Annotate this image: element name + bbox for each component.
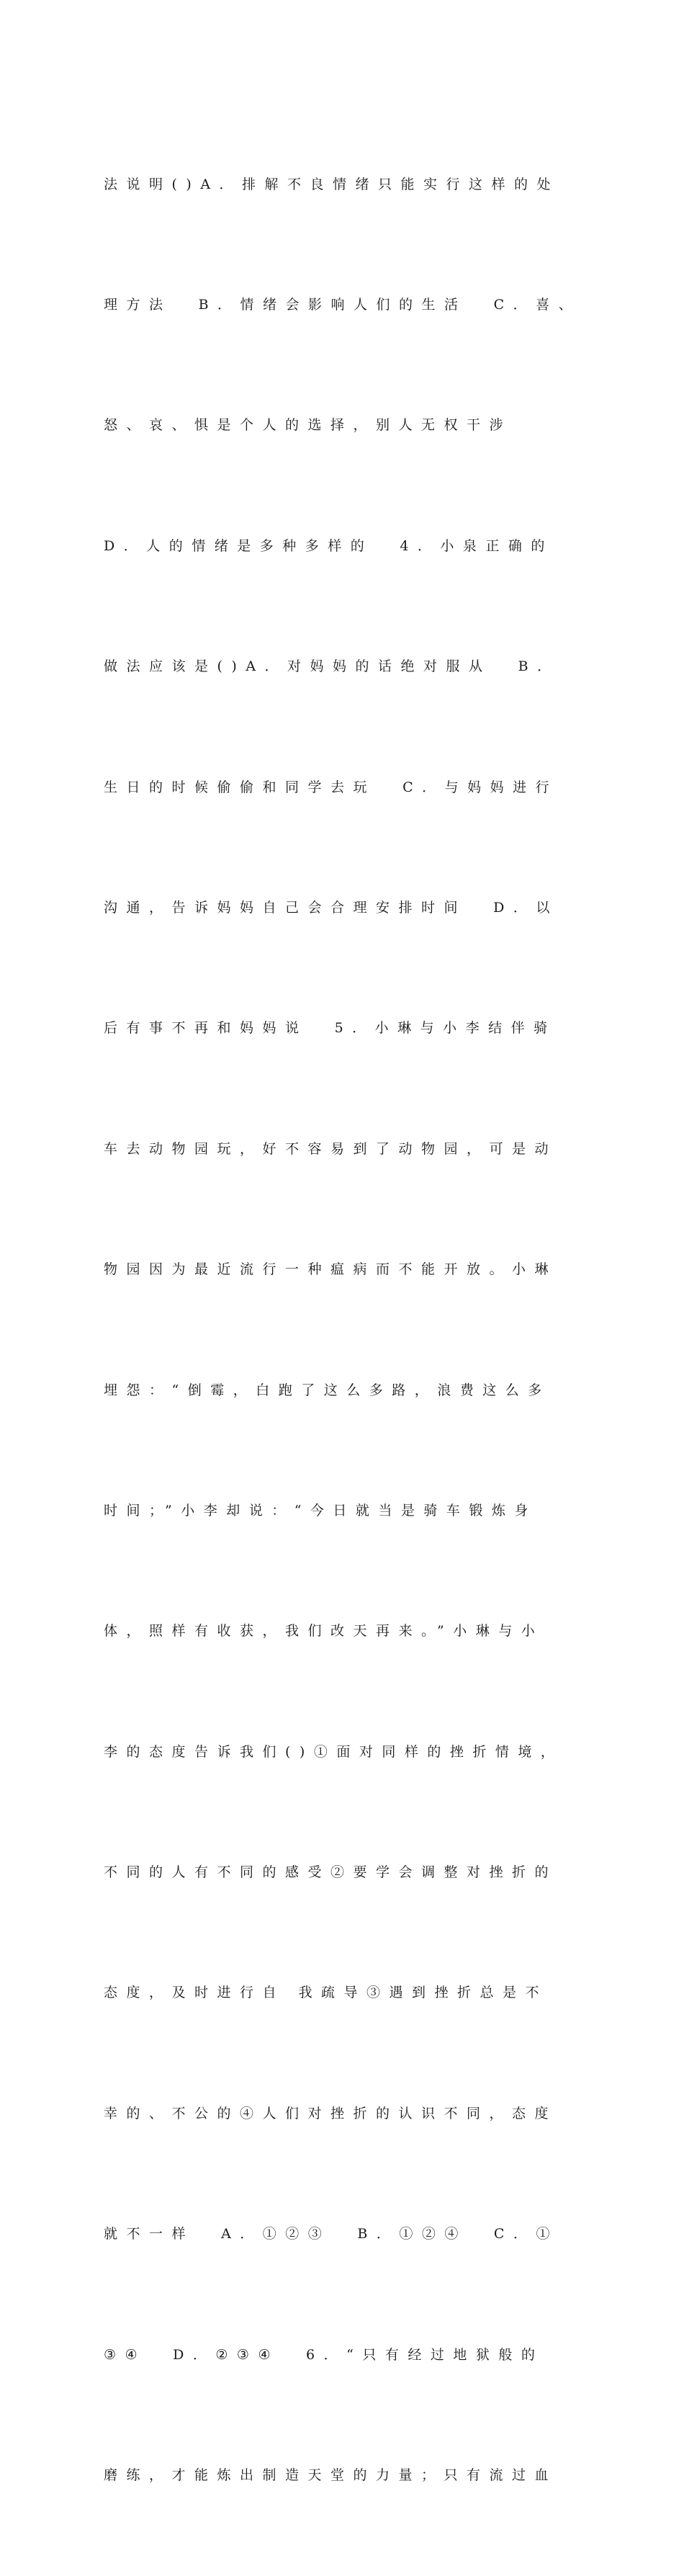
text-line: 就不一样 A．①②③ B．①②④ C．①: [104, 2226, 559, 2242]
text-line: 磨练，才能炼出制造天堂的力量；只有流过血: [104, 2467, 558, 2484]
text-line: 物园因为最近流行一种瘟病而不能开放。小琳: [104, 1261, 558, 1278]
text-line: 做法应该是()A．对妈妈的话绝对服从 B．: [104, 658, 560, 675]
text-line: 沟通，告诉妈妈自己会合理安排时间 D．以: [104, 899, 559, 916]
text-line: 后有事不再和妈妈说 5．小琳与小李结伴骑: [104, 1020, 557, 1037]
text-line: 不同的人有不同的感受②要学会调整对挫折的: [104, 1864, 558, 1881]
text-line: 体，照样有收获，我们改天再来。”小琳与小: [104, 1623, 544, 1640]
text-line: 幸的、不公的④人们对挫折的认识不同，态度: [104, 2105, 558, 2121]
text-line: 生日的时候偷偷和同学去玩 C．与妈妈进行: [104, 779, 559, 795]
text-line: 怒、哀、惧是个人的选择，别人无权干涉: [104, 417, 513, 434]
document-body: [104, 84, 608, 2576]
text-line: 车去动物园玩，好不容易到了动物园，可是动: [104, 1140, 558, 1157]
text-line: 李的态度告诉我们()①面对同样的挫折情境，: [104, 1743, 564, 1760]
text-line: 法说明()A．排解不良情绪只能实行这样的处: [104, 176, 560, 192]
text-line: ③④ D．②③④ 6．“只有经过地狱般的: [104, 2346, 544, 2363]
text-line: 时间；”小李却说：“今日就当是骑车锻炼身: [104, 1502, 537, 1519]
text-line: 埋怨：“倒霉，白跑了这么多路，浪费这么多: [104, 1382, 551, 1398]
text-line: 态度，及时进行自 我疏导③遇到挫折总是不: [104, 1985, 549, 2001]
text-line: D．人的情绪是多种多样的 4．小泉正确的: [104, 537, 554, 554]
text-line: 理方法 B．情绪会影响人们的生活 C．喜、: [104, 296, 582, 313]
